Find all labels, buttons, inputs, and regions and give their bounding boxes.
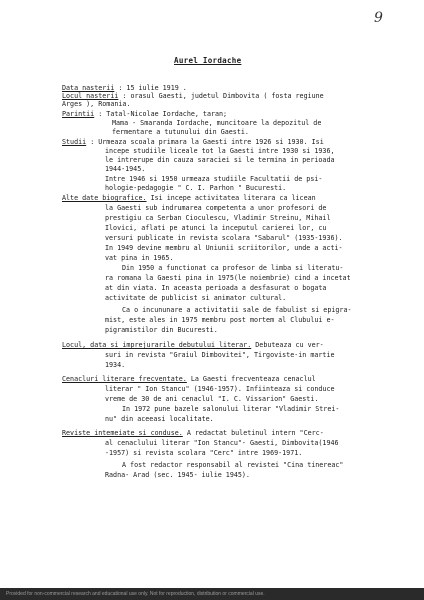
text-line: al cenaclului literar "Ion Stancu"- Gaesti, Dimbovita(1946 (105, 439, 339, 447)
footer-bar (0, 588, 424, 600)
line-birthplace: Locul nasterii : orasul Gaesti, judetul Dimbovita ( fosta regiune (62, 92, 324, 100)
handwritten-mark: 9 (374, 10, 383, 26)
text-line: 1934. (105, 361, 126, 369)
text-line: incepe studiile liceale tot la Gaesti intre 1930 si 1936, (105, 147, 335, 155)
text-line: Ilovici, aflati pe atunci la inceputul carierei lor, cu (105, 224, 327, 232)
text-line: Arges ), Romania. (62, 100, 131, 108)
text-line: Mama - Smaranda Iordache, muncitoare la depozitul de (112, 119, 322, 127)
text-line: fermentare a tutunului din Gaesti. (112, 128, 249, 136)
label-cenacluri: Cenaclurí literare frecventate. (62, 375, 187, 383)
text-line: vat pina in 1965. (105, 254, 174, 262)
text-line: Radna- Arad (sec. 1945- iulie 1945). (105, 471, 250, 479)
text-line: pigramistilor din Bucuresti. (105, 326, 218, 334)
text-line: In 1949 devine membru al Uniunii scriitorilor, unde a acti- (105, 244, 343, 252)
text-line: vreme de 30 de ani cenaclul "I. C. Vissarion" Gaesti. (105, 395, 319, 403)
text-line: literar " Ion Stancu" (1946-1957). Infiinteaza si conduce (105, 385, 335, 393)
text-line: versuri publicate in revista scolara "Sabarul" (1935-1936). (105, 234, 343, 242)
text-line: ra romana la Gaesti pina in 1975(le noiembrie) cind a incetat (105, 274, 351, 282)
line-cenacluri: Cenaclurí literare frecventate. La Gaesti frecventeaza cenaclul (62, 375, 316, 383)
text-line: mist, este ales in 1975 membru post mortem al Clubului e- (105, 316, 335, 324)
text-line: -1957) si revista scolara "Cerc" intre 1969-1971. (105, 449, 303, 457)
text-line: activitate de publicist si animator cultural. (105, 294, 287, 302)
text-line: hologie-pedagogie " C. I. Parhon " Bucuresti. (105, 184, 287, 192)
line-reviste: Reviste intemeiate si conduse. A redactat buletinul intern "Cerc- (62, 429, 324, 437)
page-title: Aurel Iordache (174, 56, 242, 65)
text-line: suri in revista "Graiul Dimbovitei", Tirgoviste-in martie (105, 351, 335, 359)
text-line: Ca o incununare a activitatii sale de fabulist si epigra- (122, 306, 352, 314)
label-birthplace: Locul nasterii (62, 92, 119, 100)
label-debut: Locul, data si imprejurarile debutului literar. (62, 341, 252, 349)
text-line: A fost redactor responsabil al revistei "Cina tinereac" (122, 461, 344, 469)
line-birth-date: Data nasterii : 15 iulie 1919 . (62, 84, 187, 92)
text-line: prestigiu ca Serban Cioculescu, Vladimir Streinu, Mihail (105, 214, 331, 222)
text-line: In 1972 pune bazele salonului literar "Vladimir Strei- (122, 405, 340, 413)
label-reviste: Reviste intemeiate si conduse. (62, 429, 183, 437)
label-studies: Studii (62, 138, 87, 146)
text-line: at din viata. In aceasta perioada a desfasurat o bogata (105, 284, 327, 292)
text-line: le intrerupe din cauza saraciei si le termina in perioada (105, 156, 335, 164)
label-other-bio: Alte date biografice. (62, 194, 147, 202)
line-studies: Studii : Urmeaza scoala primara la Gaesti intre 1926 si 1930. Isi (62, 138, 324, 146)
text-line: Intre 1946 si 1950 urmeaza studiile Facultatii de psi- (105, 175, 323, 183)
text-line: nu" din aceeasi localitate. (105, 415, 214, 423)
line-debut: Locul, data si imprejurarile debutului literar. Debuteaza cu ver- (62, 341, 324, 349)
line-other-bio: Alte date biografice. Isi incepe activitatea literara ca licean (62, 194, 316, 202)
footer-text: Provided for non-commercial research and educational use only. Not for reproduction, distribution or commercial use. (6, 591, 265, 597)
label-birth-date: Data nasterii (62, 84, 115, 92)
line-parents: Parintii : Tatal-Nicolae Iordache, taran; (62, 110, 228, 118)
text-line: la Gaesti sub indrumarea competenta a unor profesori de (105, 204, 327, 212)
text-line: 1944-1945. (105, 165, 146, 173)
text-line: Din 1950 a functionat ca profesor de limba si literatu- (122, 264, 344, 272)
label-parents: Parintii (62, 110, 95, 118)
